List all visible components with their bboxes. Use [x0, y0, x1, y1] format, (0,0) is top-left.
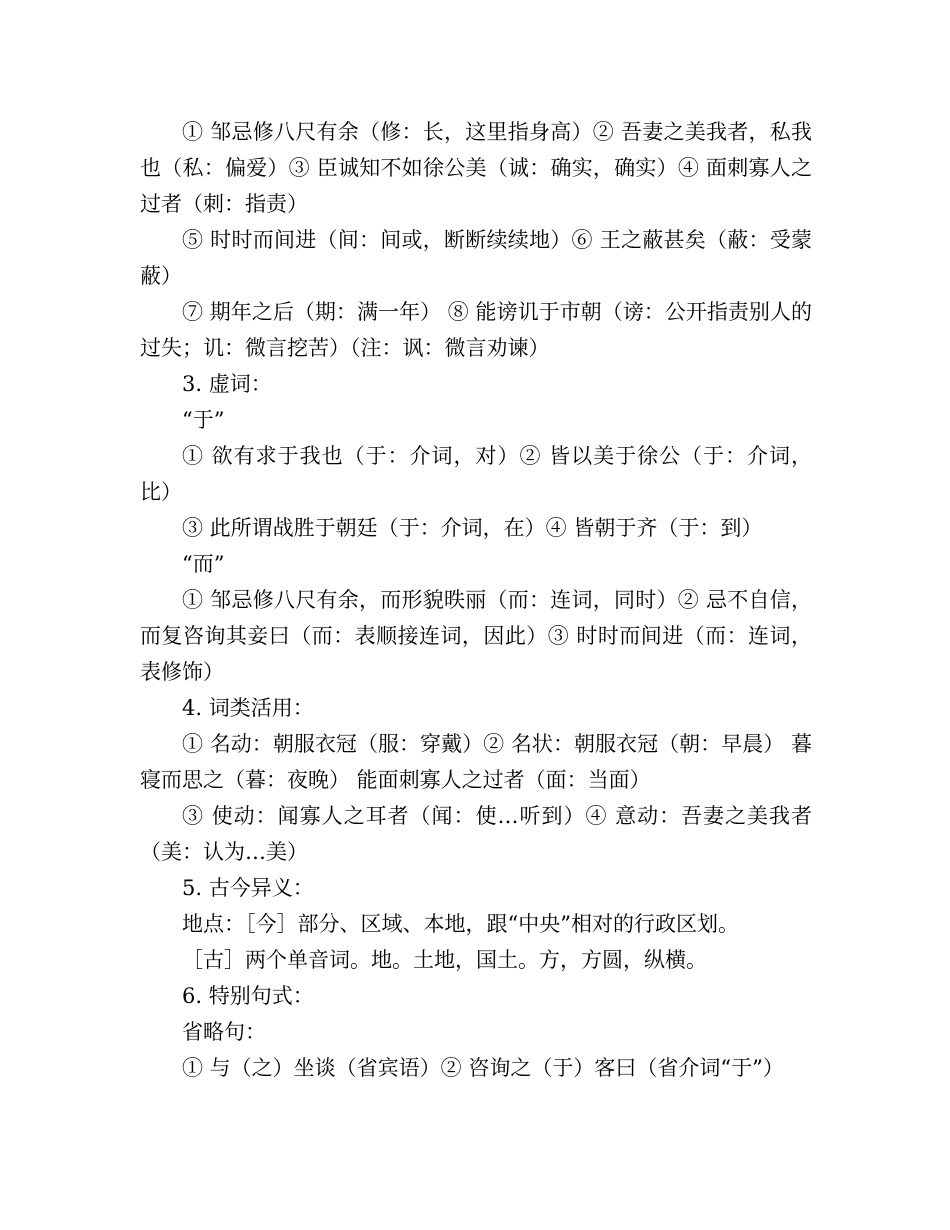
- paragraph: ① 欲有求于我也（于：介词，对）② 皆以美于徐公（于：介词，比）: [140, 444, 812, 504]
- paragraph: ① 与（之）坐谈（省宾语）② 咨询之（于）客曰（省介词“于”）: [182, 1056, 784, 1080]
- paragraph: 地点：［今］部分、区域、本地，跟“中央”相对的行政区划。: [182, 912, 739, 936]
- paragraph: ⑦ 期年之后（期：满一年） ⑧ 能谤讥于市朝（谤：公开指责别人的过失；讥：微言挖苦）（注：讽：微言劝谏）: [140, 300, 812, 360]
- paragraph: ［古］两个单音词。地。土地，国土。方，方圆，纵横。: [182, 948, 707, 972]
- paragraph: ① 名动：朝服衣冠（服：穿戴）② 名状：朝服衣冠（朝：早晨） 暮寝而思之（暮：夜晚） 能面刺寡人之过者（面：当面）: [140, 732, 812, 792]
- paragraph: ⑤ 时时而间进（间：间或，断断续续地）⑥ 王之蔽甚矣（蔽：受蒙蔽）: [140, 228, 812, 288]
- subheading: 省略句：: [182, 1020, 266, 1044]
- section-heading: 5. 古今异义：: [182, 876, 314, 900]
- section-heading: 3. 虚词：: [182, 372, 272, 396]
- document-body: [140, 114, 812, 1086]
- subheading: “而”: [182, 552, 225, 576]
- section-heading: 6. 特别句式：: [182, 984, 314, 1008]
- subheading: “于”: [182, 408, 225, 432]
- paragraph: ③ 此所谓战胜于朝廷（于：介词，在）④ 皆朝于齐（于：到）: [182, 516, 763, 540]
- paragraph: ① 邹忌修八尺有余（修：长，这里指身高）② 吾妻之美我者，私我也（私：偏爱）③ 臣诚知不如徐公美（诚：确实，确实）④ 面刺寡人之过者（刺：指责）: [140, 120, 812, 216]
- paragraph: ③ 使动：闻寡人之耳者（闻：使…听到）④ 意动：吾妻之美我者（美：认为…美）: [140, 804, 812, 864]
- paragraph: ① 邹忌修八尺有余，而形貌昳丽（而：连词，同时）② 忌不自信，而复咨询其妾曰（而：表顺接连词，因此）③ 时时而间进（而：连词，表修饰）: [140, 588, 812, 684]
- section-heading: 4. 词类活用：: [182, 696, 314, 720]
